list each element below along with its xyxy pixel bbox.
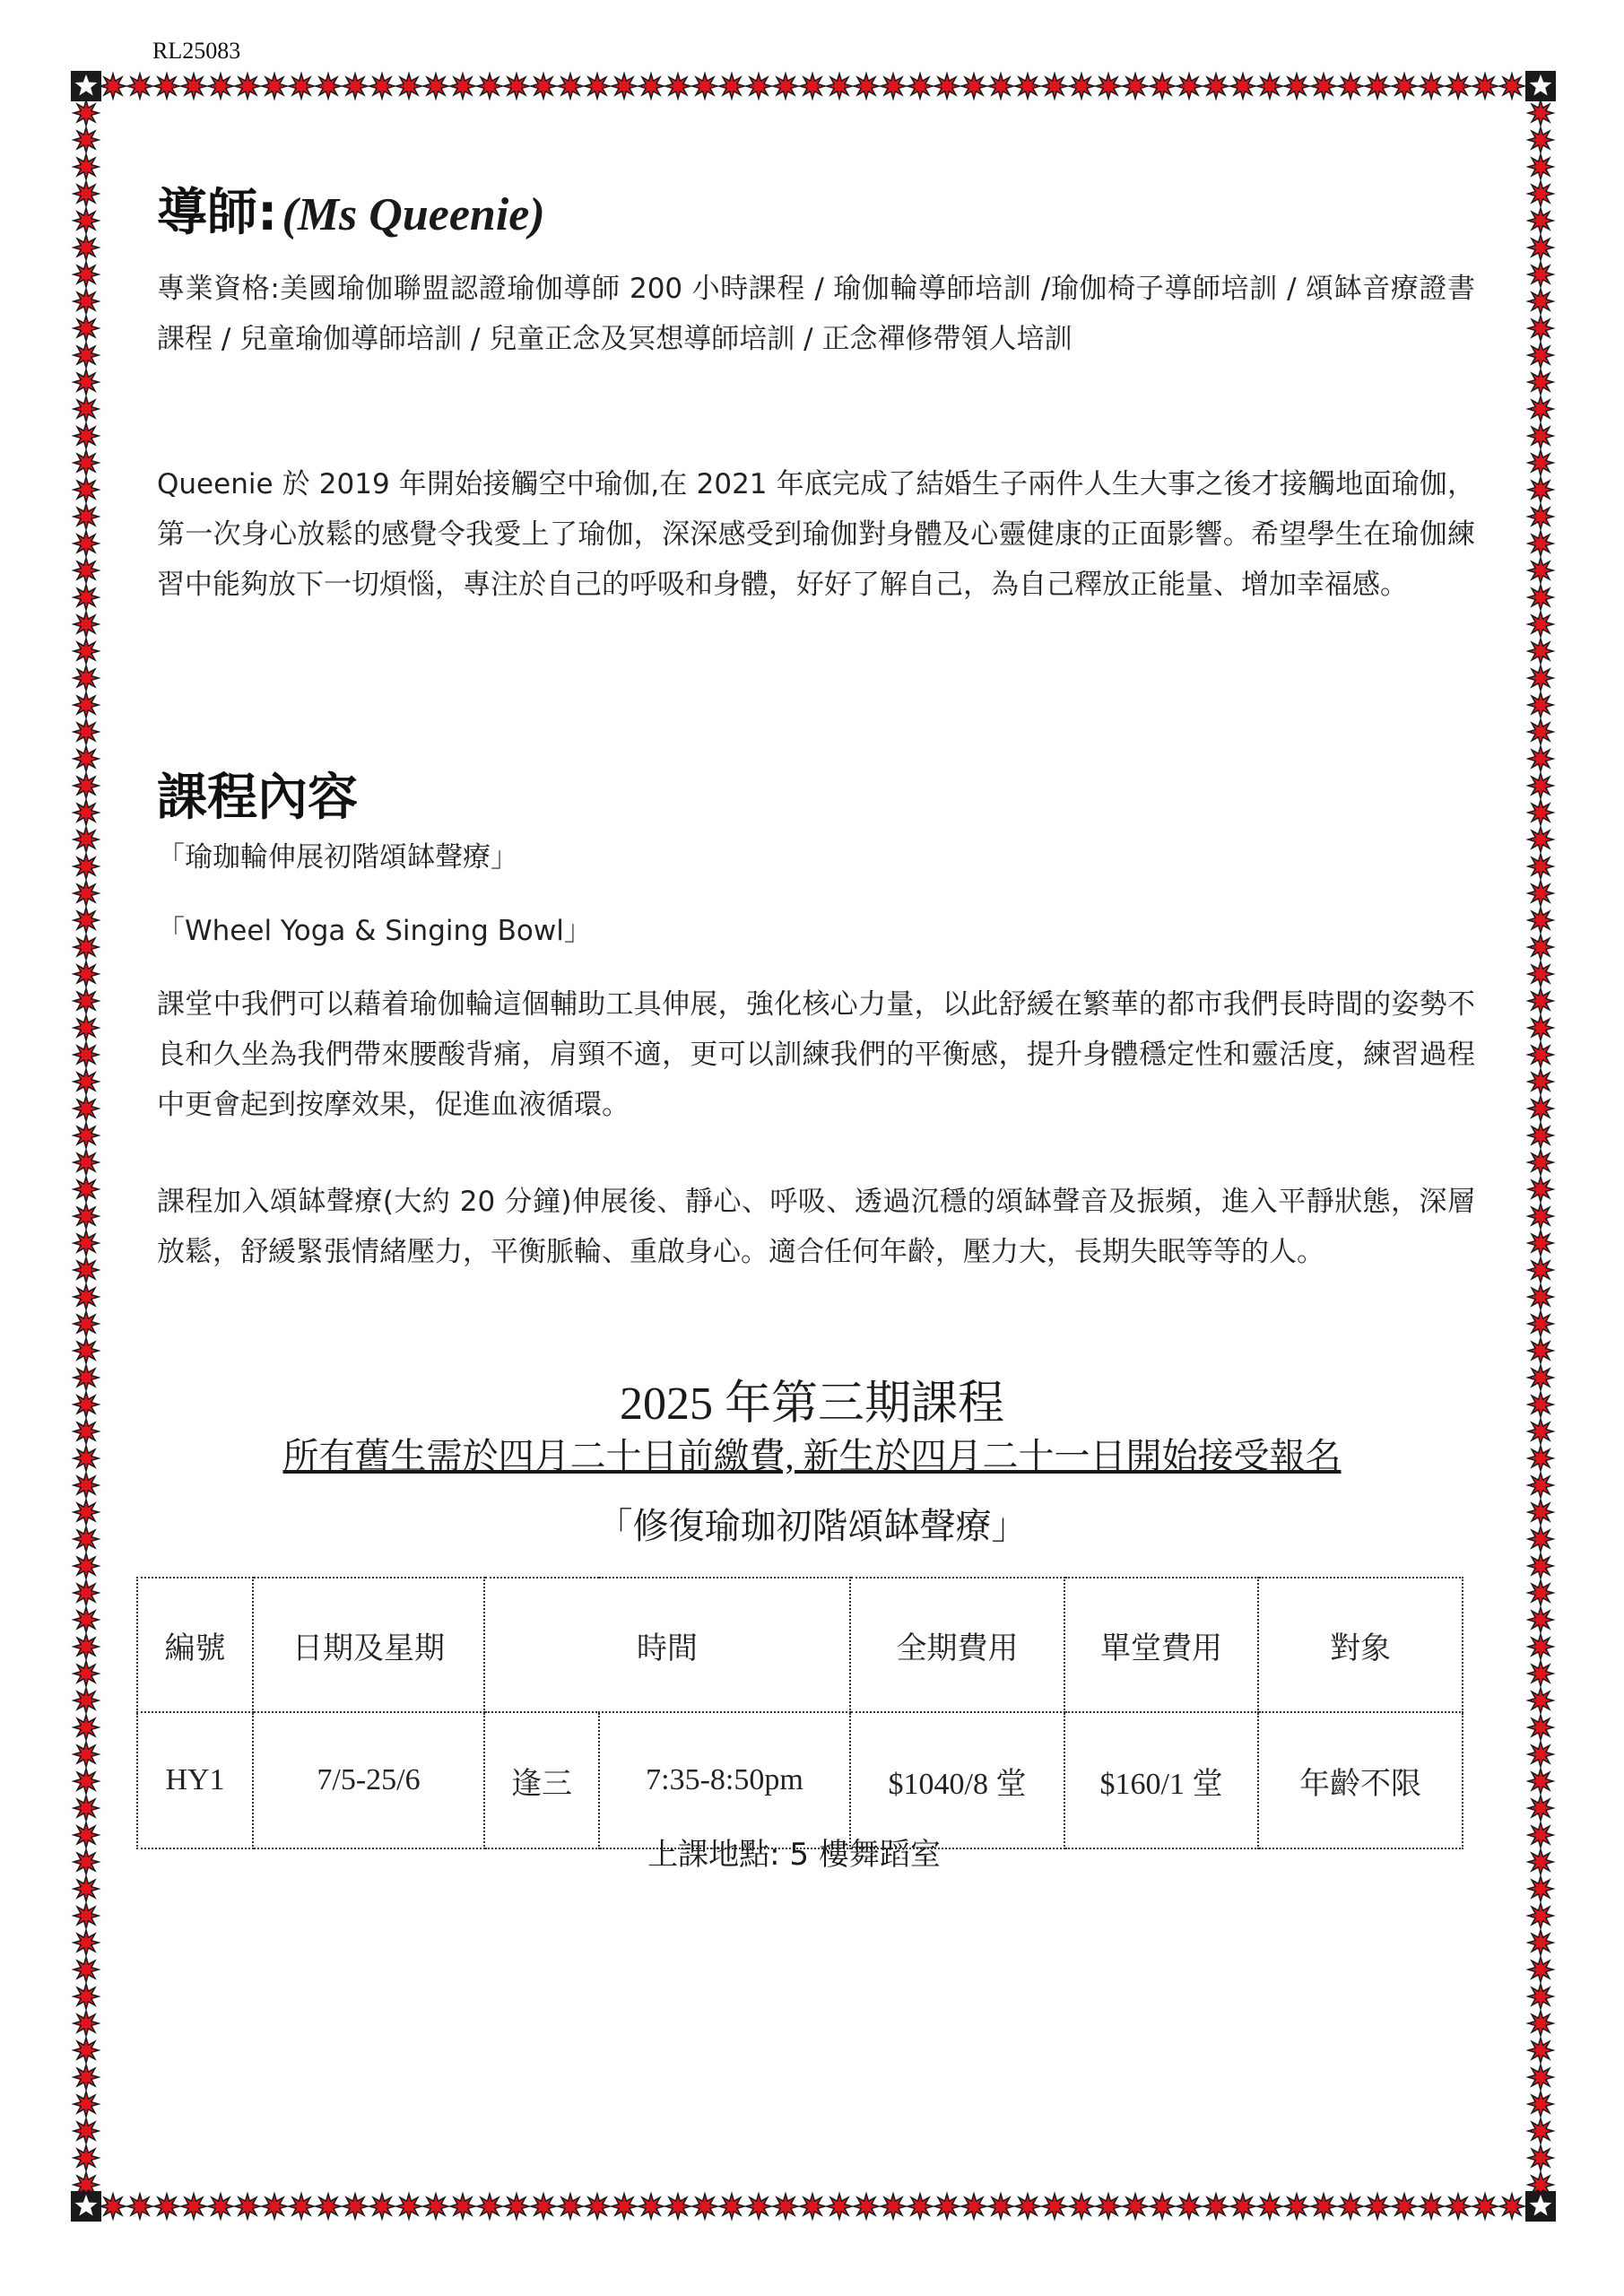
- border-star: [1528, 127, 1553, 152]
- border-star: [74, 800, 99, 825]
- border-star: [1150, 2194, 1175, 2219]
- border-star: [1528, 558, 1553, 583]
- border-star: [531, 74, 556, 99]
- course-description-1: 課堂中我們可以藉着瑜伽輪這個輔助工具伸展，強化核心力量，以此舒緩在繁華的都市我們長時間的姿勢不良和久坐為我們帶來腰酸背痛，肩頸不適，更可以訓練我們的平衡感，提升身體穩定性和靈活度，練習過程中更會起到按摩效果，促進血液循環。: [157, 988, 1475, 1121]
- border-star: [692, 2194, 717, 2219]
- border-star: [100, 74, 126, 99]
- border-star: [1257, 2194, 1282, 2219]
- border-star: [1528, 1769, 1553, 1794]
- border-star: [74, 1796, 99, 1821]
- border-star: [1528, 1177, 1553, 1202]
- border-star: [74, 1150, 99, 1175]
- border-star: [208, 2194, 233, 2219]
- border-star: [1528, 773, 1553, 798]
- border-star: [74, 773, 99, 798]
- border-star: [1528, 1742, 1553, 1767]
- border-star: [988, 2194, 1013, 2219]
- border-star: [235, 2194, 260, 2219]
- border-star: [1528, 1580, 1553, 1605]
- border-star: [1528, 262, 1553, 287]
- cell-full-fee: $1040/8 堂: [850, 1712, 1064, 1848]
- border-corner: [1525, 71, 1556, 101]
- border-star: [74, 423, 99, 448]
- border-star: [719, 2194, 744, 2219]
- header-single-fee: 單堂費用: [1064, 1578, 1258, 1712]
- border-star: [1203, 74, 1229, 99]
- border-star: [746, 2194, 771, 2219]
- instructor-bio: Queenie 於 2019 年開始接觸空中瑜伽,在 2021 年底完成了結婚生子兩件人生大事之後才接觸地面瑜伽，第一次身心放鬆的感覺令我愛上了瑜伽，深深感受到瑜伽對身體及心靈健康的正面影響。希望學生在瑜伽練習中能夠放下一切煩惱，專注於自己的呼吸和身體，好好了解自己，為自己釋放正能量、增加幸福感。: [157, 468, 1475, 601]
- border-star: [988, 74, 1013, 99]
- border-star: [74, 558, 99, 583]
- border-star: [1150, 74, 1175, 99]
- table-header-row: [137, 1578, 1463, 1712]
- border-star: [74, 1284, 99, 1309]
- border-star: [1528, 1715, 1553, 1740]
- border-star: [74, 1903, 99, 1928]
- border-star: [1392, 74, 1417, 99]
- border-star: [854, 74, 879, 99]
- border-star: [74, 1742, 99, 1767]
- border-star: [74, 181, 99, 206]
- border-star: [316, 74, 341, 99]
- border-star: [127, 2194, 152, 2219]
- border-star: [423, 2194, 448, 2219]
- course-heading: 課程內容: [157, 769, 358, 827]
- border-star: [423, 74, 448, 99]
- border-star: [74, 1042, 99, 1067]
- border-star: [74, 908, 99, 933]
- border-star: [1528, 289, 1553, 314]
- border-star: [74, 612, 99, 637]
- border-star: [558, 74, 583, 99]
- border-star: [74, 477, 99, 502]
- border-star: [74, 396, 99, 422]
- border-star: [1177, 74, 1202, 99]
- header-code: 編號: [137, 1578, 253, 1712]
- border-star: [74, 2145, 99, 2170]
- border-star: [74, 1957, 99, 1982]
- border-star: [1392, 2194, 1417, 2219]
- border-star: [1528, 1311, 1553, 1336]
- border-star: [74, 504, 99, 529]
- border-star: [316, 2194, 341, 2219]
- border-star: [1446, 74, 1471, 99]
- border-star: [396, 74, 421, 99]
- border-star: [74, 154, 99, 179]
- border-star: [1365, 74, 1390, 99]
- header-target: 對象: [1258, 1578, 1463, 1712]
- table-row: [137, 1712, 1463, 1848]
- border-star: [74, 208, 99, 233]
- border-star: [1528, 235, 1553, 260]
- border-star: [1528, 370, 1553, 395]
- border-star: [1365, 2194, 1390, 2219]
- border-star: [961, 2194, 986, 2219]
- border-star: [585, 74, 610, 99]
- border-star: [773, 74, 798, 99]
- instructor-heading-label: 導師:: [157, 184, 278, 242]
- border-star: [477, 2194, 502, 2219]
- border-star: [1419, 74, 1444, 99]
- border-star: [74, 1984, 99, 2009]
- border-star: [1528, 612, 1553, 637]
- course-title-zh: 「瑜珈輪伸展初階頌缽聲療」: [157, 841, 518, 874]
- border-star: [665, 74, 690, 99]
- border-corner: [1525, 2191, 1556, 2222]
- border-star: [74, 2092, 99, 2117]
- border-star: [74, 639, 99, 664]
- border-star: [1528, 1903, 1553, 1928]
- header-full-fee: 全期費用: [850, 1578, 1064, 1712]
- border-star: [74, 1580, 99, 1605]
- border-star: [1472, 2194, 1498, 2219]
- border-star: [74, 531, 99, 556]
- cell-weekday: 逢三: [484, 1712, 599, 1848]
- border-star: [74, 585, 99, 610]
- border-star: [74, 1553, 99, 1578]
- cell-time: 7:35-8:50pm: [599, 1712, 850, 1848]
- border-star: [262, 74, 287, 99]
- border-star: [692, 74, 717, 99]
- border-star: [1203, 2194, 1229, 2219]
- border-star: [74, 1607, 99, 1632]
- header-time: 時間: [484, 1578, 850, 1712]
- border-star: [1528, 1257, 1553, 1283]
- class-location: 上課地點: 5 樓舞蹈室: [647, 1837, 941, 1873]
- cell-code: HY1: [137, 1712, 253, 1848]
- instructor-qualifications: 專業資格:美國瑜伽聯盟認證瑜伽導師 200 小時課程 / 瑜伽輪導師培訓 /瑜伽椅子導師培訓 / 頌缽音療證書課程 / 兒童瑜伽導師培訓 / 兒童正念及冥想導師培訓 / 正念禪修帶領人培訓: [157, 273, 1475, 355]
- border-star: [1499, 2194, 1524, 2219]
- border-star: [961, 74, 986, 99]
- border-star: [208, 74, 233, 99]
- border-star: [1528, 2118, 1553, 2144]
- border-star: [854, 2194, 879, 2219]
- border-star: [74, 935, 99, 960]
- header-date: 日期及星期: [253, 1578, 484, 1712]
- border-star: [74, 127, 99, 152]
- border-star: [1528, 1150, 1553, 1175]
- border-star: [827, 2194, 852, 2219]
- border-star: [1015, 74, 1040, 99]
- border-star: [1528, 154, 1553, 179]
- border-star: [154, 2194, 179, 2219]
- border-star: [638, 2194, 664, 2219]
- schedule-table: [136, 1577, 1463, 1849]
- border-star: [369, 2194, 395, 2219]
- border-star: [1528, 1284, 1553, 1309]
- border-star: [74, 746, 99, 771]
- border-star: [504, 2194, 529, 2219]
- border-star: [1123, 2194, 1148, 2219]
- border-star: [1042, 74, 1067, 99]
- border-star: [881, 74, 906, 99]
- border-star: [1528, 100, 1553, 126]
- cell-single-fee: $160/1 堂: [1064, 1712, 1258, 1848]
- border-corner: [71, 71, 101, 101]
- document-reference: RL25083: [152, 38, 241, 64]
- border-star: [74, 1231, 99, 1256]
- border-star: [1528, 531, 1553, 556]
- border-star: [1257, 74, 1282, 99]
- border-star: [1528, 2011, 1553, 2036]
- border-star: [612, 2194, 637, 2219]
- border-star: [1528, 1204, 1553, 1229]
- border-star: [74, 1876, 99, 1901]
- border-star: [74, 1930, 99, 1955]
- border-star: [262, 2194, 287, 2219]
- border-star: [1528, 639, 1553, 664]
- border-star: [74, 2011, 99, 2036]
- border-star: [1528, 1096, 1553, 1121]
- border-star: [1528, 1688, 1553, 1713]
- border-star: [1528, 1042, 1553, 1067]
- border-star: [1528, 1231, 1553, 1256]
- border-star: [1528, 343, 1553, 368]
- border-star: [1528, 181, 1553, 206]
- border-star: [343, 2194, 368, 2219]
- class-name: 「修復瑜珈初階頌缽聲療」: [596, 1506, 1028, 1547]
- border-star: [1528, 1796, 1553, 1821]
- instructor-heading: [157, 184, 1475, 242]
- border-star: [1528, 504, 1553, 529]
- border-star: [74, 370, 99, 395]
- border-star: [773, 2194, 798, 2219]
- border-star: [1528, 827, 1553, 852]
- border-star: [1338, 74, 1363, 99]
- border-star: [74, 1661, 99, 1686]
- border-star: [74, 235, 99, 260]
- border-star: [1069, 74, 1094, 99]
- border-star: [74, 1123, 99, 1148]
- border-star: [881, 2194, 906, 2219]
- border-star: [74, 1257, 99, 1283]
- border-star: [477, 74, 502, 99]
- border-star: [504, 74, 529, 99]
- border-star: [1311, 74, 1336, 99]
- border-star: [800, 74, 825, 99]
- border-star: [74, 262, 99, 287]
- border-star: [827, 74, 852, 99]
- border-star: [1528, 396, 1553, 422]
- border-star: [638, 74, 664, 99]
- border-star: [74, 2065, 99, 2090]
- border-star: [1528, 1015, 1553, 1040]
- border-star: [746, 74, 771, 99]
- border-star: [800, 2194, 825, 2219]
- border-star: [1284, 2194, 1309, 2219]
- border-star: [74, 988, 99, 1013]
- border-star: [1528, 1123, 1553, 1148]
- border-star: [74, 2038, 99, 2063]
- border-star: [1338, 2194, 1363, 2219]
- border-star: [396, 2194, 421, 2219]
- border-star: [1528, 1957, 1553, 1982]
- border-star: [1528, 2038, 1553, 2063]
- border-star: [235, 74, 260, 99]
- border-star: [74, 1338, 99, 1363]
- border-star: [1528, 961, 1553, 987]
- border-star: [1528, 1661, 1553, 1686]
- border-star: [1528, 1607, 1553, 1632]
- border-star: [74, 1015, 99, 1040]
- border-star: [1528, 800, 1553, 825]
- border-star: [74, 854, 99, 879]
- border-star: [74, 961, 99, 987]
- border-star: [1284, 74, 1309, 99]
- border-star: [1528, 1876, 1553, 1901]
- border-star: [343, 74, 368, 99]
- border-star: [1069, 2194, 1094, 2219]
- instructor-name: (Ms Queenie): [282, 189, 545, 240]
- border-star: [74, 1688, 99, 1713]
- border-star: [1528, 881, 1553, 906]
- border-star: [74, 881, 99, 906]
- border-star: [1528, 746, 1553, 771]
- border-star: [74, 2118, 99, 2144]
- border-star: [1042, 2194, 1067, 2219]
- border-star: [665, 2194, 690, 2219]
- border-star: [1528, 1930, 1553, 1955]
- border-star: [74, 665, 99, 691]
- border-star: [1096, 74, 1121, 99]
- border-star: [908, 2194, 933, 2219]
- term-title: 2025 年第三期課程: [619, 1378, 1004, 1430]
- border-star: [585, 2194, 610, 2219]
- border-star: [1528, 1553, 1553, 1578]
- border-star: [74, 100, 99, 126]
- border-star: [1446, 2194, 1471, 2219]
- border-star: [1528, 1338, 1553, 1363]
- border-star: [289, 74, 314, 99]
- border-star: [1528, 208, 1553, 233]
- border-star: [289, 2194, 314, 2219]
- border-star: [74, 1177, 99, 1202]
- border-star: [1015, 2194, 1040, 2219]
- border-star: [1123, 74, 1148, 99]
- border-star: [1528, 2092, 1553, 2117]
- border-star: [1528, 1069, 1553, 1094]
- border-star: [1177, 2194, 1202, 2219]
- border-star: [74, 1096, 99, 1121]
- border-star: [1528, 1984, 1553, 2009]
- border-star: [1472, 74, 1498, 99]
- border-star: [1528, 935, 1553, 960]
- border-star: [369, 74, 395, 99]
- border-star: [934, 2194, 960, 2219]
- border-star: [719, 74, 744, 99]
- border-star: [154, 74, 179, 99]
- border-star: [1096, 2194, 1121, 2219]
- border-star: [74, 1634, 99, 1659]
- border-star: [1528, 719, 1553, 744]
- border-star: [74, 719, 99, 744]
- border-star: [1528, 316, 1553, 341]
- border-star: [127, 74, 152, 99]
- border-star: [1230, 74, 1255, 99]
- border-star: [531, 2194, 556, 2219]
- border-star: [450, 2194, 475, 2219]
- border-star: [74, 1069, 99, 1094]
- border-star: [74, 1204, 99, 1229]
- course-title-en: 「Wheel Yoga & Singing Bowl」: [157, 915, 592, 947]
- border-star: [74, 827, 99, 852]
- border-star: [908, 74, 933, 99]
- border-corner: [71, 2191, 101, 2222]
- border-star: [1311, 2194, 1336, 2219]
- border-star: [1528, 585, 1553, 610]
- border-star: [612, 74, 637, 99]
- border-star: [181, 2194, 206, 2219]
- border-star: [1528, 423, 1553, 448]
- border-star: [1528, 2065, 1553, 2090]
- border-star: [1528, 908, 1553, 933]
- border-star: [1499, 74, 1524, 99]
- border-star: [1528, 692, 1553, 718]
- cell-date: 7/5-25/6: [253, 1712, 484, 1848]
- border-star: [74, 1715, 99, 1740]
- border-star: [934, 74, 960, 99]
- border-star: [74, 1769, 99, 1794]
- border-star: [450, 74, 475, 99]
- border-star: [1528, 450, 1553, 475]
- border-star: [1528, 2145, 1553, 2170]
- border-star: [1528, 988, 1553, 1013]
- border-star: [1528, 854, 1553, 879]
- border-star: [74, 343, 99, 368]
- border-star: [74, 692, 99, 718]
- border-star: [1528, 1634, 1553, 1659]
- border-star: [1528, 665, 1553, 691]
- course-description-2: 課程加入頌缽聲療(大約 20 分鐘)伸展後、靜心、呼吸、透過沉穩的頌缽聲音及振頻，進入平靜狀態，深層放鬆，舒緩緊張情緒壓力，平衡脈輪、重啟身心。適合任何年齡，壓力大，長期失眠等等的人。: [157, 1186, 1475, 1268]
- border-star: [1528, 477, 1553, 502]
- border-star: [74, 450, 99, 475]
- border-star: [558, 2194, 583, 2219]
- border-star: [74, 316, 99, 341]
- cell-target: 年齡不限: [1258, 1712, 1463, 1848]
- border-star: [1230, 2194, 1255, 2219]
- border-star: [1419, 2194, 1444, 2219]
- border-star: [74, 1311, 99, 1336]
- registration-notice: 所有舊生需於四月二十日前繳費, 新生於四月二十一日開始接受報名: [282, 1436, 1342, 1476]
- border-star: [100, 2194, 126, 2219]
- border-star: [74, 289, 99, 314]
- border-star: [181, 74, 206, 99]
